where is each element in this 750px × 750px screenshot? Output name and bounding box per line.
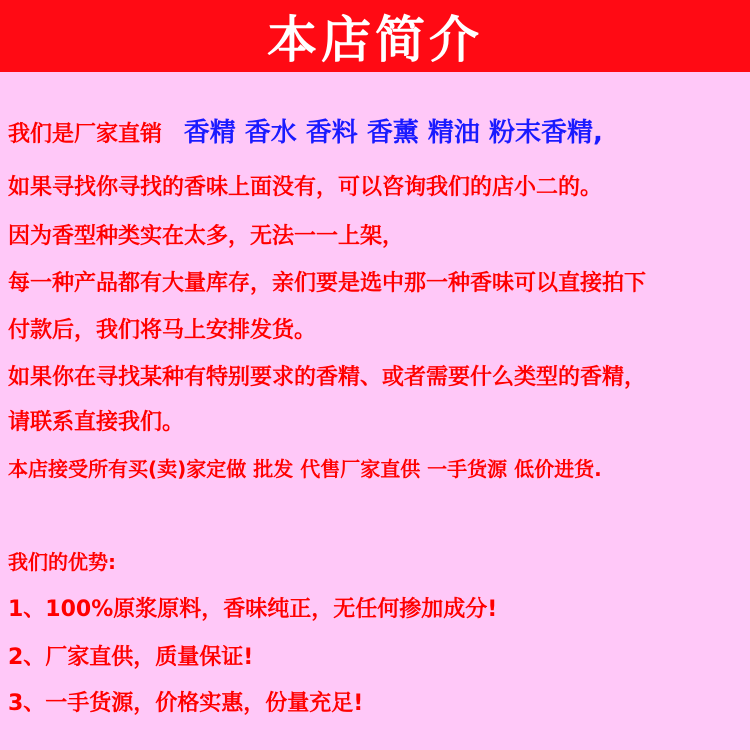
product-list: 香精 香水 香料 香薰 精油 粉末香精, (183, 118, 603, 148)
intro-line: 付款后，我们将马上安排发货。 (8, 318, 317, 343)
advantage-item: 3、一手货源，价格实惠，份量充足! (8, 691, 364, 716)
intro-line: 本店接受所有买(卖)家定做 批发 代售厂家直供 一手货源 低价进货. (8, 457, 602, 481)
intro-lead: 我们是厂家直销 (8, 122, 163, 147)
page-title: 本店简介 (267, 11, 483, 69)
advantage-item: 1、100%原浆原料，香味纯正，无任何掺加成分! (8, 597, 498, 622)
intro-line-products (8, 112, 603, 149)
intro-line: 因为香型种类实在太多，无法一一上架， (8, 224, 405, 249)
advantages-heading: 我们的优势: (8, 550, 116, 574)
intro-line: 如果寻找你寻找的香味上面没有，可以咨询我们的店小二的。 (8, 175, 603, 200)
advantage-item: 2、厂家直供，质量保证! (8, 645, 254, 670)
intro-line: 每一种产品都有大量库存，亲们要是选中那一种香味可以直接拍下 (8, 271, 647, 296)
intro-line: 如果你在寻找某种有特别要求的香精、或者需要什么类型的香精， (8, 365, 647, 390)
intro-line: 请联系直接我们。 (8, 410, 185, 435)
